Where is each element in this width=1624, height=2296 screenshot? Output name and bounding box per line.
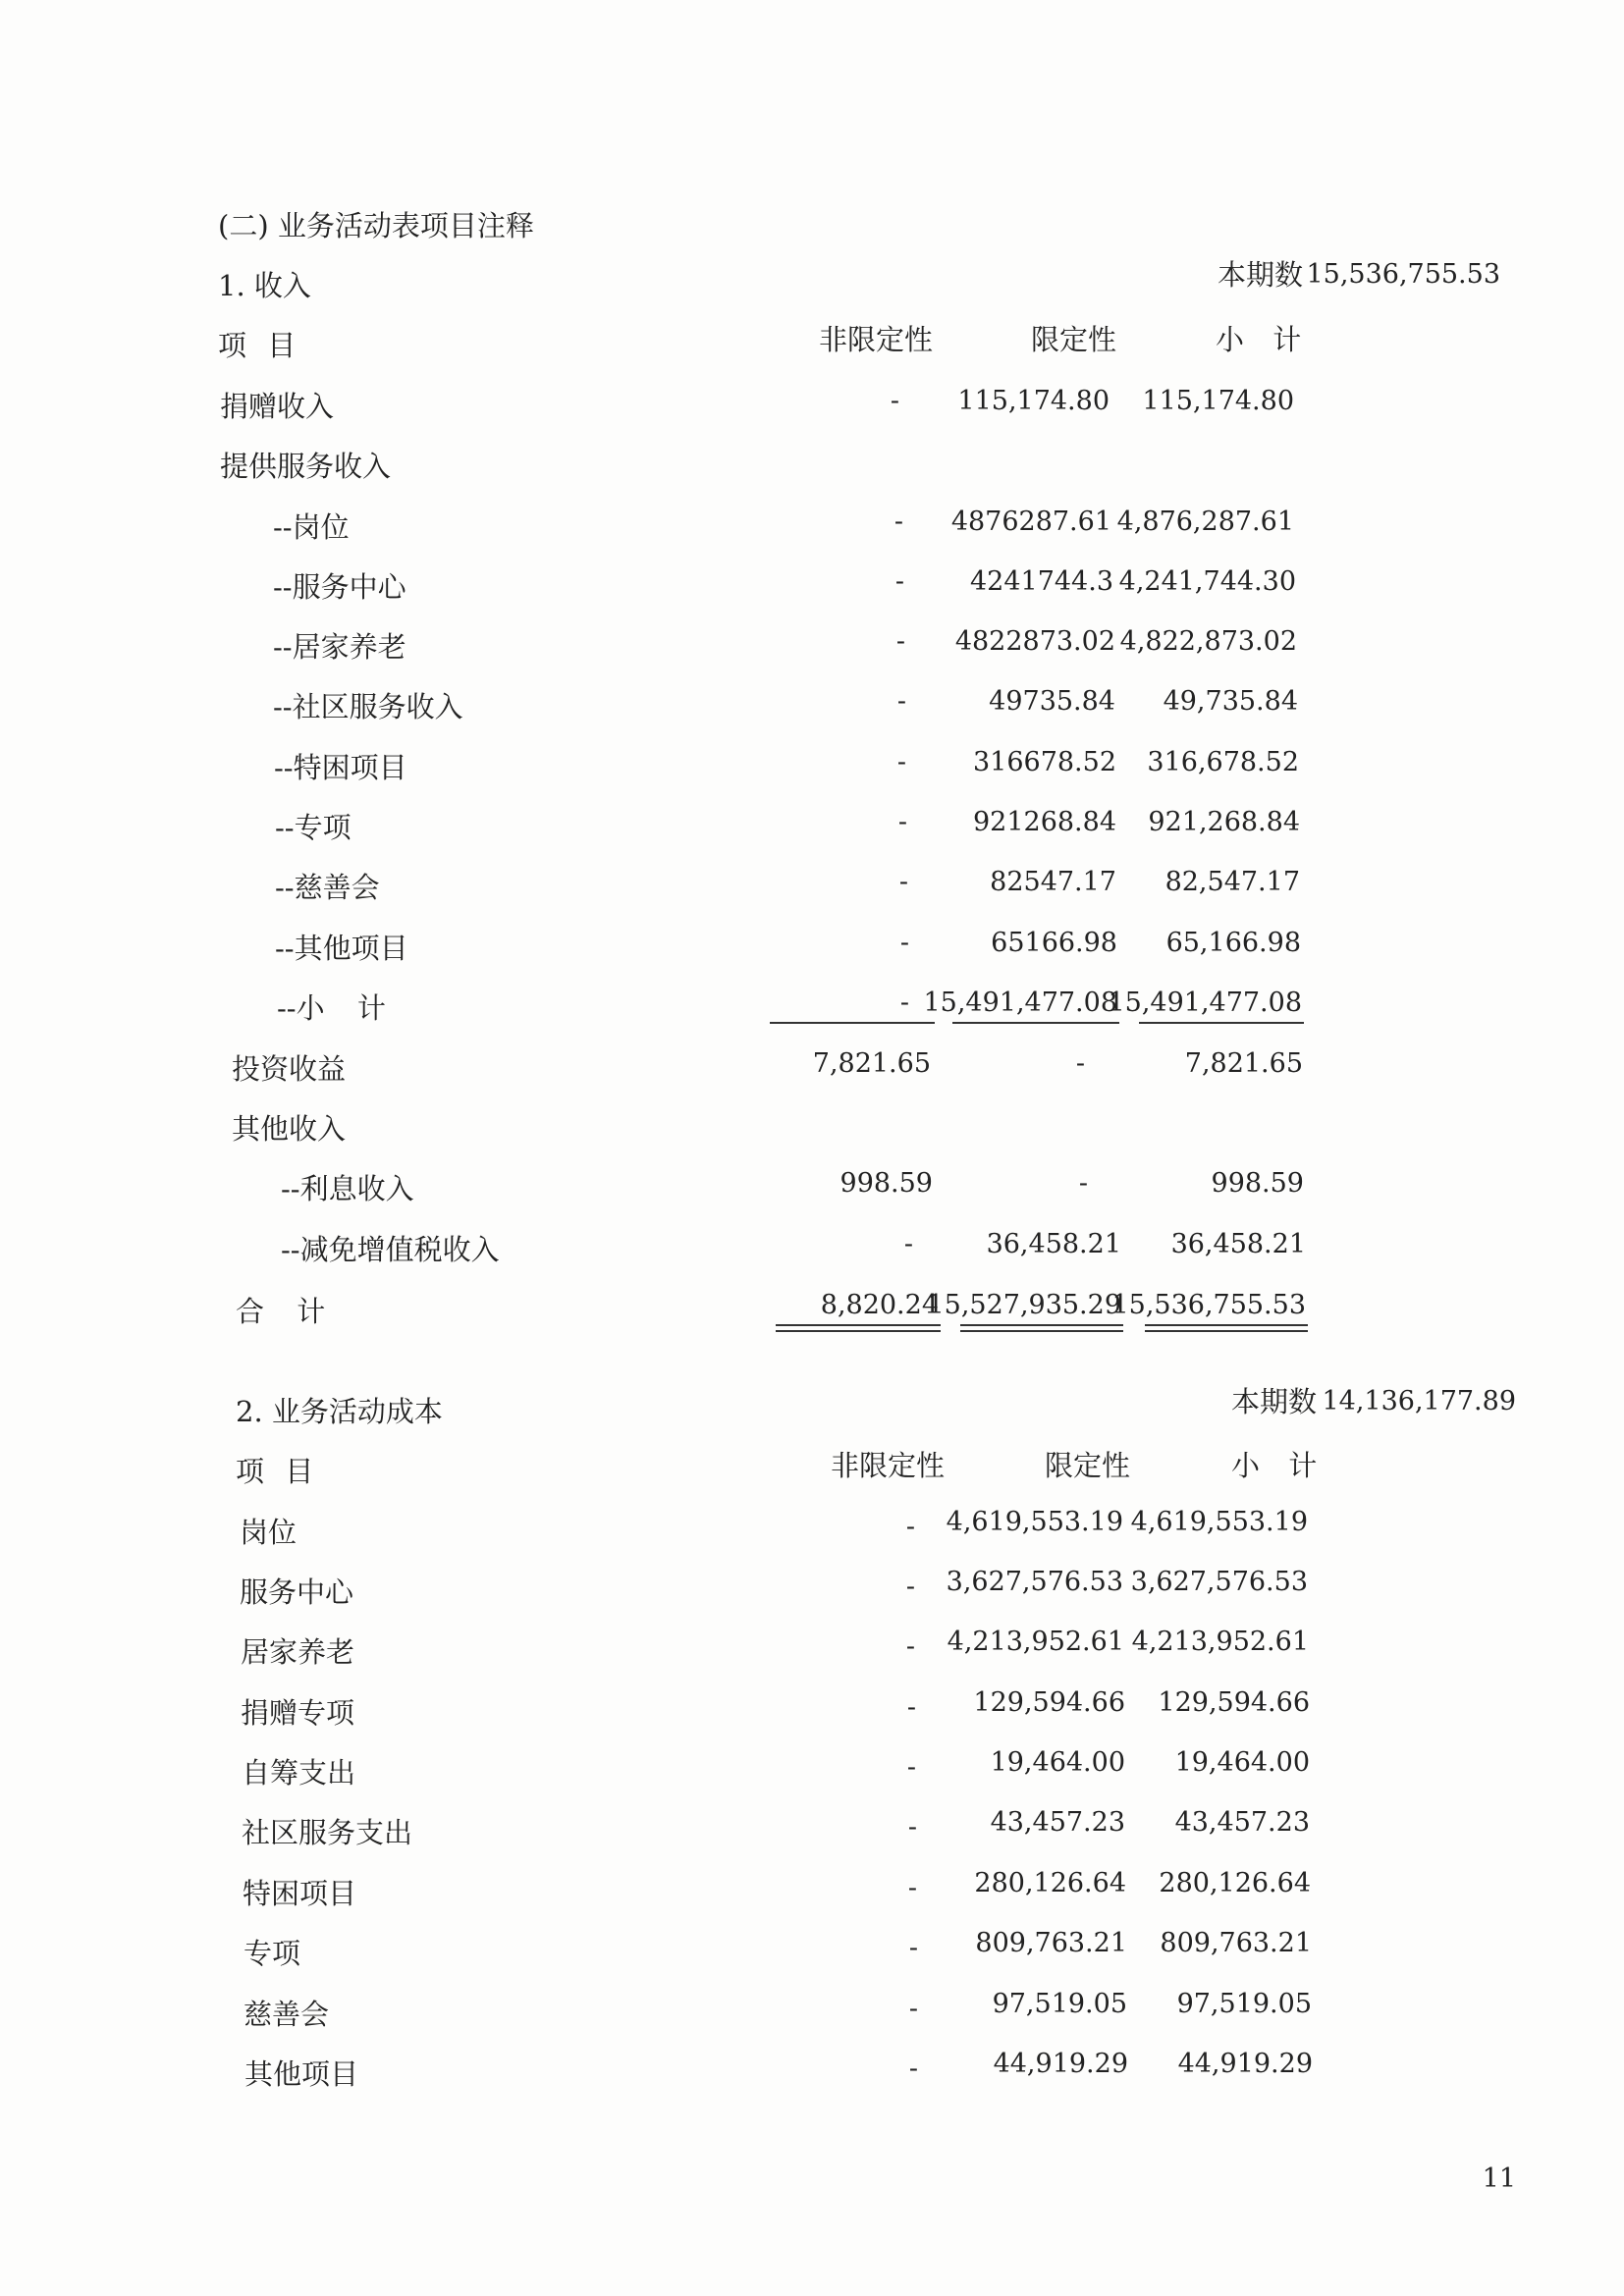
total-double-underline <box>960 1324 1123 1332</box>
costs-row-restricted: 4,619,553.19 <box>946 1507 1123 1537</box>
costs-row-subtotal: 280,126.64 <box>1159 1868 1311 1898</box>
income-total-label: 合 计 <box>236 1295 326 1328</box>
costs-row-label: 居家养老 <box>241 1635 355 1669</box>
costs-row-unrestricted: - <box>905 1512 915 1542</box>
income-col-unrestricted: 非限定性 <box>819 323 934 356</box>
income-row-unrestricted: - <box>899 988 909 1018</box>
costs-row-label: 特困项目 <box>243 1877 357 1910</box>
costs-heading: 2. 业务活动成本 <box>236 1395 443 1428</box>
costs-row-subtotal: 19,464.00 <box>1174 1747 1310 1778</box>
income-row-subtotal: 921,268.84 <box>1148 807 1300 837</box>
costs-row-unrestricted: - <box>908 2054 918 2084</box>
income-col-item: 项 目 <box>218 329 302 362</box>
income-row-restricted: 4822873.02 <box>954 626 1115 657</box>
income-col-subtotal: 小 计 <box>1216 323 1312 356</box>
income-row-label: --专项 <box>275 811 352 844</box>
income-row-unrestricted: - <box>896 747 906 777</box>
income-row-restricted: - <box>1075 1048 1085 1079</box>
income-row-subtotal: 82,547.17 <box>1164 867 1300 897</box>
income-row-label: --减免增值税收入 <box>281 1233 500 1266</box>
income-row-subtotal: 36,458.21 <box>1170 1229 1306 1259</box>
income-row-subtotal: 4,241,744.30 <box>1118 566 1296 597</box>
income-row-unrestricted: - <box>893 507 903 537</box>
costs-period-label: 本期数 <box>1231 1385 1318 1418</box>
costs-row-restricted: 19,464.00 <box>990 1747 1125 1778</box>
income-period-label: 本期数 <box>1218 258 1304 292</box>
costs-row-restricted: 44,919.29 <box>993 2049 1128 2079</box>
income-row-restricted: 921268.84 <box>972 807 1116 837</box>
costs-row-subtotal: 43,457.23 <box>1174 1807 1310 1838</box>
costs-row-restricted: 4,213,952.61 <box>947 1627 1124 1657</box>
income-row-unrestricted: 998.59 <box>839 1168 933 1199</box>
income-row-restricted: 4876287.61 <box>950 507 1111 537</box>
costs-row-restricted: 97,519.05 <box>992 1989 1127 2019</box>
income-row-subtotal: 49,735.84 <box>1163 686 1298 717</box>
income-row-label: 其他收入 <box>232 1112 347 1146</box>
income-row-restricted: 4241744.3 <box>969 566 1113 597</box>
income-row-subtotal: 115,174.80 <box>1142 386 1294 416</box>
income-row-label: --岗位 <box>273 510 350 544</box>
costs-row-label: 社区服务支出 <box>242 1816 413 1849</box>
income-total-restricted: 15,527,935.29 <box>927 1290 1121 1320</box>
costs-row-restricted: 809,763.21 <box>975 1928 1127 1958</box>
income-row-unrestricted: - <box>897 807 907 837</box>
income-row-label: --慈善会 <box>275 871 380 904</box>
costs-col-restricted: 限定性 <box>1045 1449 1131 1482</box>
costs-col-item: 项 目 <box>236 1455 320 1488</box>
income-row-restricted: - <box>1078 1168 1088 1199</box>
income-row-subtotal: 316,678.52 <box>1147 747 1299 777</box>
costs-row-subtotal: 129,594.66 <box>1158 1687 1310 1718</box>
costs-row-label: 其他项目 <box>244 2057 359 2091</box>
total-double-underline <box>776 1324 941 1332</box>
income-row-subtotal: 4,822,873.02 <box>1119 626 1297 657</box>
income-row-unrestricted: - <box>903 1229 913 1259</box>
income-row-label: --居家养老 <box>273 630 406 664</box>
income-row-unrestricted: 7,821.65 <box>812 1048 931 1079</box>
section-title: (二) 业务活动表项目注释 <box>218 209 534 242</box>
income-total-subtotal: 15,536,755.53 <box>1111 1290 1306 1320</box>
costs-row-restricted: 129,594.66 <box>973 1687 1125 1718</box>
costs-col-subtotal: 小 计 <box>1231 1449 1327 1482</box>
income-row-restricted: 316678.52 <box>972 747 1116 777</box>
costs-row-subtotal: 44,919.29 <box>1177 2049 1313 2079</box>
subtotal-underline <box>770 1022 935 1024</box>
costs-col-unrestricted: 非限定性 <box>831 1449 946 1482</box>
page-number: 11 <box>1482 2163 1516 2194</box>
costs-row-unrestricted: - <box>905 1572 915 1602</box>
total-double-underline <box>1145 1324 1308 1332</box>
income-row-unrestricted: - <box>896 686 906 717</box>
income-row-restricted: 36,458.21 <box>986 1229 1121 1259</box>
income-row-subtotal: 4,876,287.61 <box>1116 507 1294 537</box>
costs-row-restricted: 43,457.23 <box>990 1807 1125 1838</box>
income-row-label: 投资收益 <box>232 1052 347 1086</box>
income-row-label: 提供服务收入 <box>220 450 392 483</box>
income-total-unrestricted: 8,820.24 <box>820 1290 939 1320</box>
income-row-restricted: 82547.17 <box>990 867 1116 897</box>
income-row-label: --小 计 <box>277 991 386 1025</box>
costs-row-label: 捐赠专项 <box>241 1696 355 1730</box>
costs-row-unrestricted: - <box>907 1873 917 1903</box>
costs-row-restricted: 280,126.64 <box>974 1868 1126 1898</box>
costs-row-unrestricted: - <box>907 1812 917 1842</box>
income-row-label: 捐赠收入 <box>220 390 335 423</box>
income-row-label: --其他项目 <box>275 932 408 965</box>
costs-row-restricted: 3,627,576.53 <box>946 1567 1123 1597</box>
income-row-unrestricted: - <box>890 386 899 416</box>
income-row-subtotal: 65,166.98 <box>1165 928 1301 958</box>
income-row-subtotal: 7,821.65 <box>1184 1048 1303 1079</box>
income-row-subtotal: 998.59 <box>1211 1168 1304 1199</box>
costs-row-unrestricted: - <box>905 1631 915 1662</box>
costs-row-subtotal: 97,519.05 <box>1176 1989 1312 2019</box>
income-row-unrestricted: - <box>898 867 908 897</box>
income-period-value: 15,536,755.53 <box>1306 259 1500 290</box>
subtotal-underline <box>1139 1022 1304 1024</box>
costs-row-subtotal: 809,763.21 <box>1160 1928 1312 1958</box>
costs-row-unrestricted: - <box>906 1752 916 1783</box>
costs-row-subtotal: 3,627,576.53 <box>1130 1567 1308 1597</box>
income-row-unrestricted: - <box>895 626 905 657</box>
income-row-restricted: 115,174.80 <box>957 386 1110 416</box>
income-row-unrestricted: - <box>894 566 904 597</box>
income-col-restricted: 限定性 <box>1031 323 1117 356</box>
costs-row-subtotal: 4,619,553.19 <box>1130 1507 1308 1537</box>
costs-period-value: 14,136,177.89 <box>1322 1386 1516 1416</box>
income-row-restricted: 49735.84 <box>989 686 1115 717</box>
income-row-unrestricted: - <box>899 928 909 958</box>
income-row-restricted: 65166.98 <box>991 928 1117 958</box>
income-row-label: --社区服务收入 <box>273 690 463 723</box>
income-row-label: --特困项目 <box>274 751 407 784</box>
income-row-subtotal: 15,491,477.08 <box>1108 988 1302 1018</box>
subtotal-underline <box>952 1022 1119 1024</box>
income-heading: 1. 收入 <box>218 269 311 302</box>
income-row-label: --服务中心 <box>273 570 406 604</box>
costs-row-unrestricted: - <box>908 1994 918 2024</box>
costs-row-label: 自筹支出 <box>242 1756 356 1789</box>
costs-row-unrestricted: - <box>908 1933 918 1963</box>
costs-row-label: 岗位 <box>240 1516 298 1549</box>
costs-row-label: 专项 <box>244 1937 301 1970</box>
income-row-restricted: 15,491,477.08 <box>923 988 1117 1018</box>
costs-row-label: 服务中心 <box>240 1575 354 1609</box>
costs-row-unrestricted: - <box>906 1692 916 1723</box>
costs-row-subtotal: 4,213,952.61 <box>1131 1627 1309 1657</box>
costs-row-label: 慈善会 <box>244 1998 330 2031</box>
income-row-label: --利息收入 <box>281 1172 414 1205</box>
